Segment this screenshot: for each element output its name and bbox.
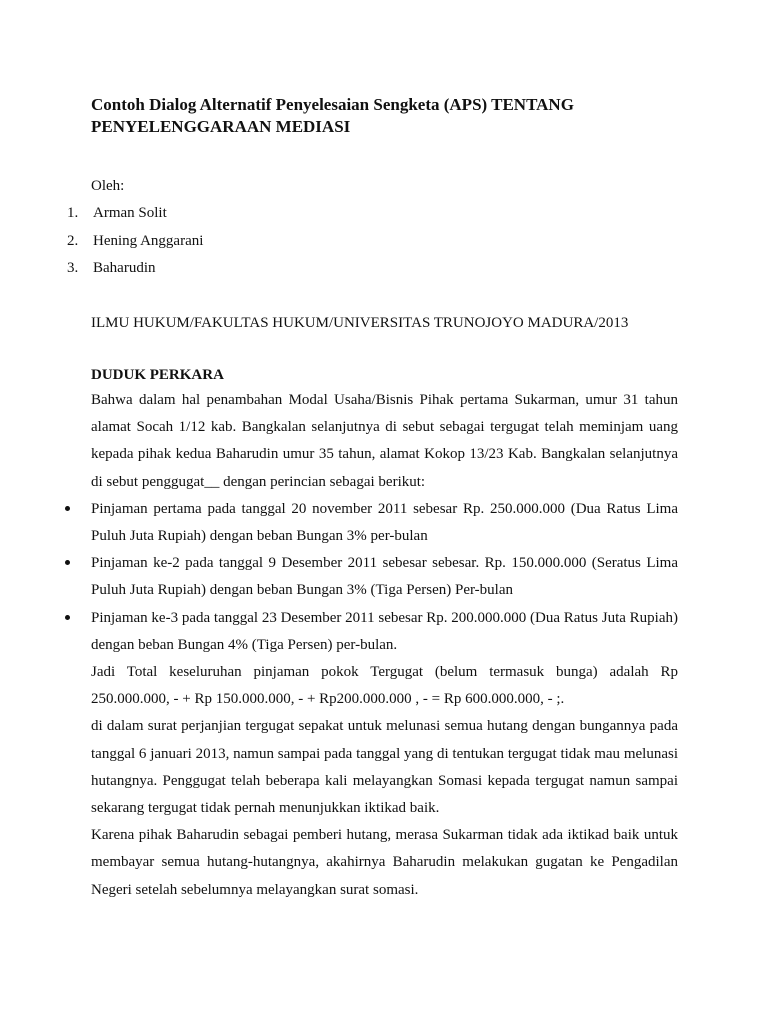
total-paragraph: Jadi Total keseluruhan pinjaman pokok Tergugat (belum termasuk bunga) adalah Rp 250.000.000, - + Rp 150.000.000, - + Rp200.000.000 , - = Rp 600.000.000, - ;. (91, 664, 678, 708)
loan-text: Pinjaman ke-2 pada tanggal 9 Desember 2011 sebesar sebesar. Rp. 150.000.000 (Seratus Lima Puluh Juta Rupiah) dengan beban Bungan 3% (Tiga Persen) Per-bulan (91, 555, 678, 599)
author-label: Oleh: (91, 178, 125, 194)
author-number: 3. (67, 260, 79, 276)
author-number: 1. (67, 205, 79, 221)
author-number: 2. (67, 232, 79, 249)
agreement-paragraph: di dalam surat perjanjian tergugat sepakat untuk melunasi semua hutang dengan bungannya pada tanggal 6 januari 2013, namun sampai pada tanggal yang di tentukan tergugat tidak mau melunasi hutangnya. Penggugat telah beberapa kali melayangkan Somasi kepada tergugat namun sampai sekarang tergugat tidak pernah menunjukkan iktikad baik. (91, 718, 678, 817)
author-list (0, 203, 768, 286)
author-item (0, 258, 768, 286)
author-name: Baharudin (93, 260, 156, 276)
bullet-icon (65, 605, 91, 632)
author-item (0, 231, 768, 259)
bullet-icon (65, 496, 91, 523)
document-title: Contoh Dialog Alternatif Penyelesaian Sengketa (APS) TENTANG PENYELENGGARAAN MEDIASI (91, 95, 574, 136)
section-heading: DUDUK PERKARA (91, 367, 224, 383)
loan-item (65, 605, 678, 659)
loan-item (65, 550, 678, 604)
loan-list (65, 496, 678, 659)
author-name: Arman Solit (93, 205, 167, 221)
bullet-icon (65, 550, 91, 577)
document-body (91, 387, 678, 904)
author-name: Hening Anggarani (93, 232, 204, 249)
intro-paragraph: Bahwa dalam hal penambahan Modal Usaha/Bisnis Pihak pertama Sukarman, umur 31 tahun alamat Socah 1/12 kab. Bangkalan selanjutnya di sebut sebagai tergugat telah meminjam uang kepada pihak kedua Baharudin umur 35 tahun, alamat Kokop 13/23 Kab. Bangkalan selanjutnya di sebut penggugat__ dengan perincian sebagai berikut: (91, 392, 678, 490)
lawsuit-paragraph: Karena pihak Baharudin sebagai pemberi hutang, merasa Sukarman tidak ada iktikad baik untuk membayar semua hutang-hutangnya, akahirnya Baharudin melakukan gugatan ke Pengadilan Negeri setelah sebelumnya melayangkan surat somasi. (91, 827, 678, 898)
loan-item (65, 496, 678, 550)
affiliation: ILMU HUKUM/FAKULTAS HUKUM/UNIVERSITAS TRUNOJOYO MADURA/2013 (91, 315, 629, 331)
loan-text: Pinjaman ke-3 pada tanggal 23 Desember 2011 sebesar Rp. 200.000.000 (Dua Ratus Juta Rupiah) dengan beban Bungan 4% (Tiga Persen) per-bulan. (91, 609, 678, 653)
author-item (0, 203, 768, 231)
loan-text: Pinjaman pertama pada tanggal 20 november 2011 sebesar Rp. 250.000.000 (Dua Ratus Lima Puluh Juta Rupiah) dengan beban Bungan 3% per-bulan (91, 500, 678, 545)
